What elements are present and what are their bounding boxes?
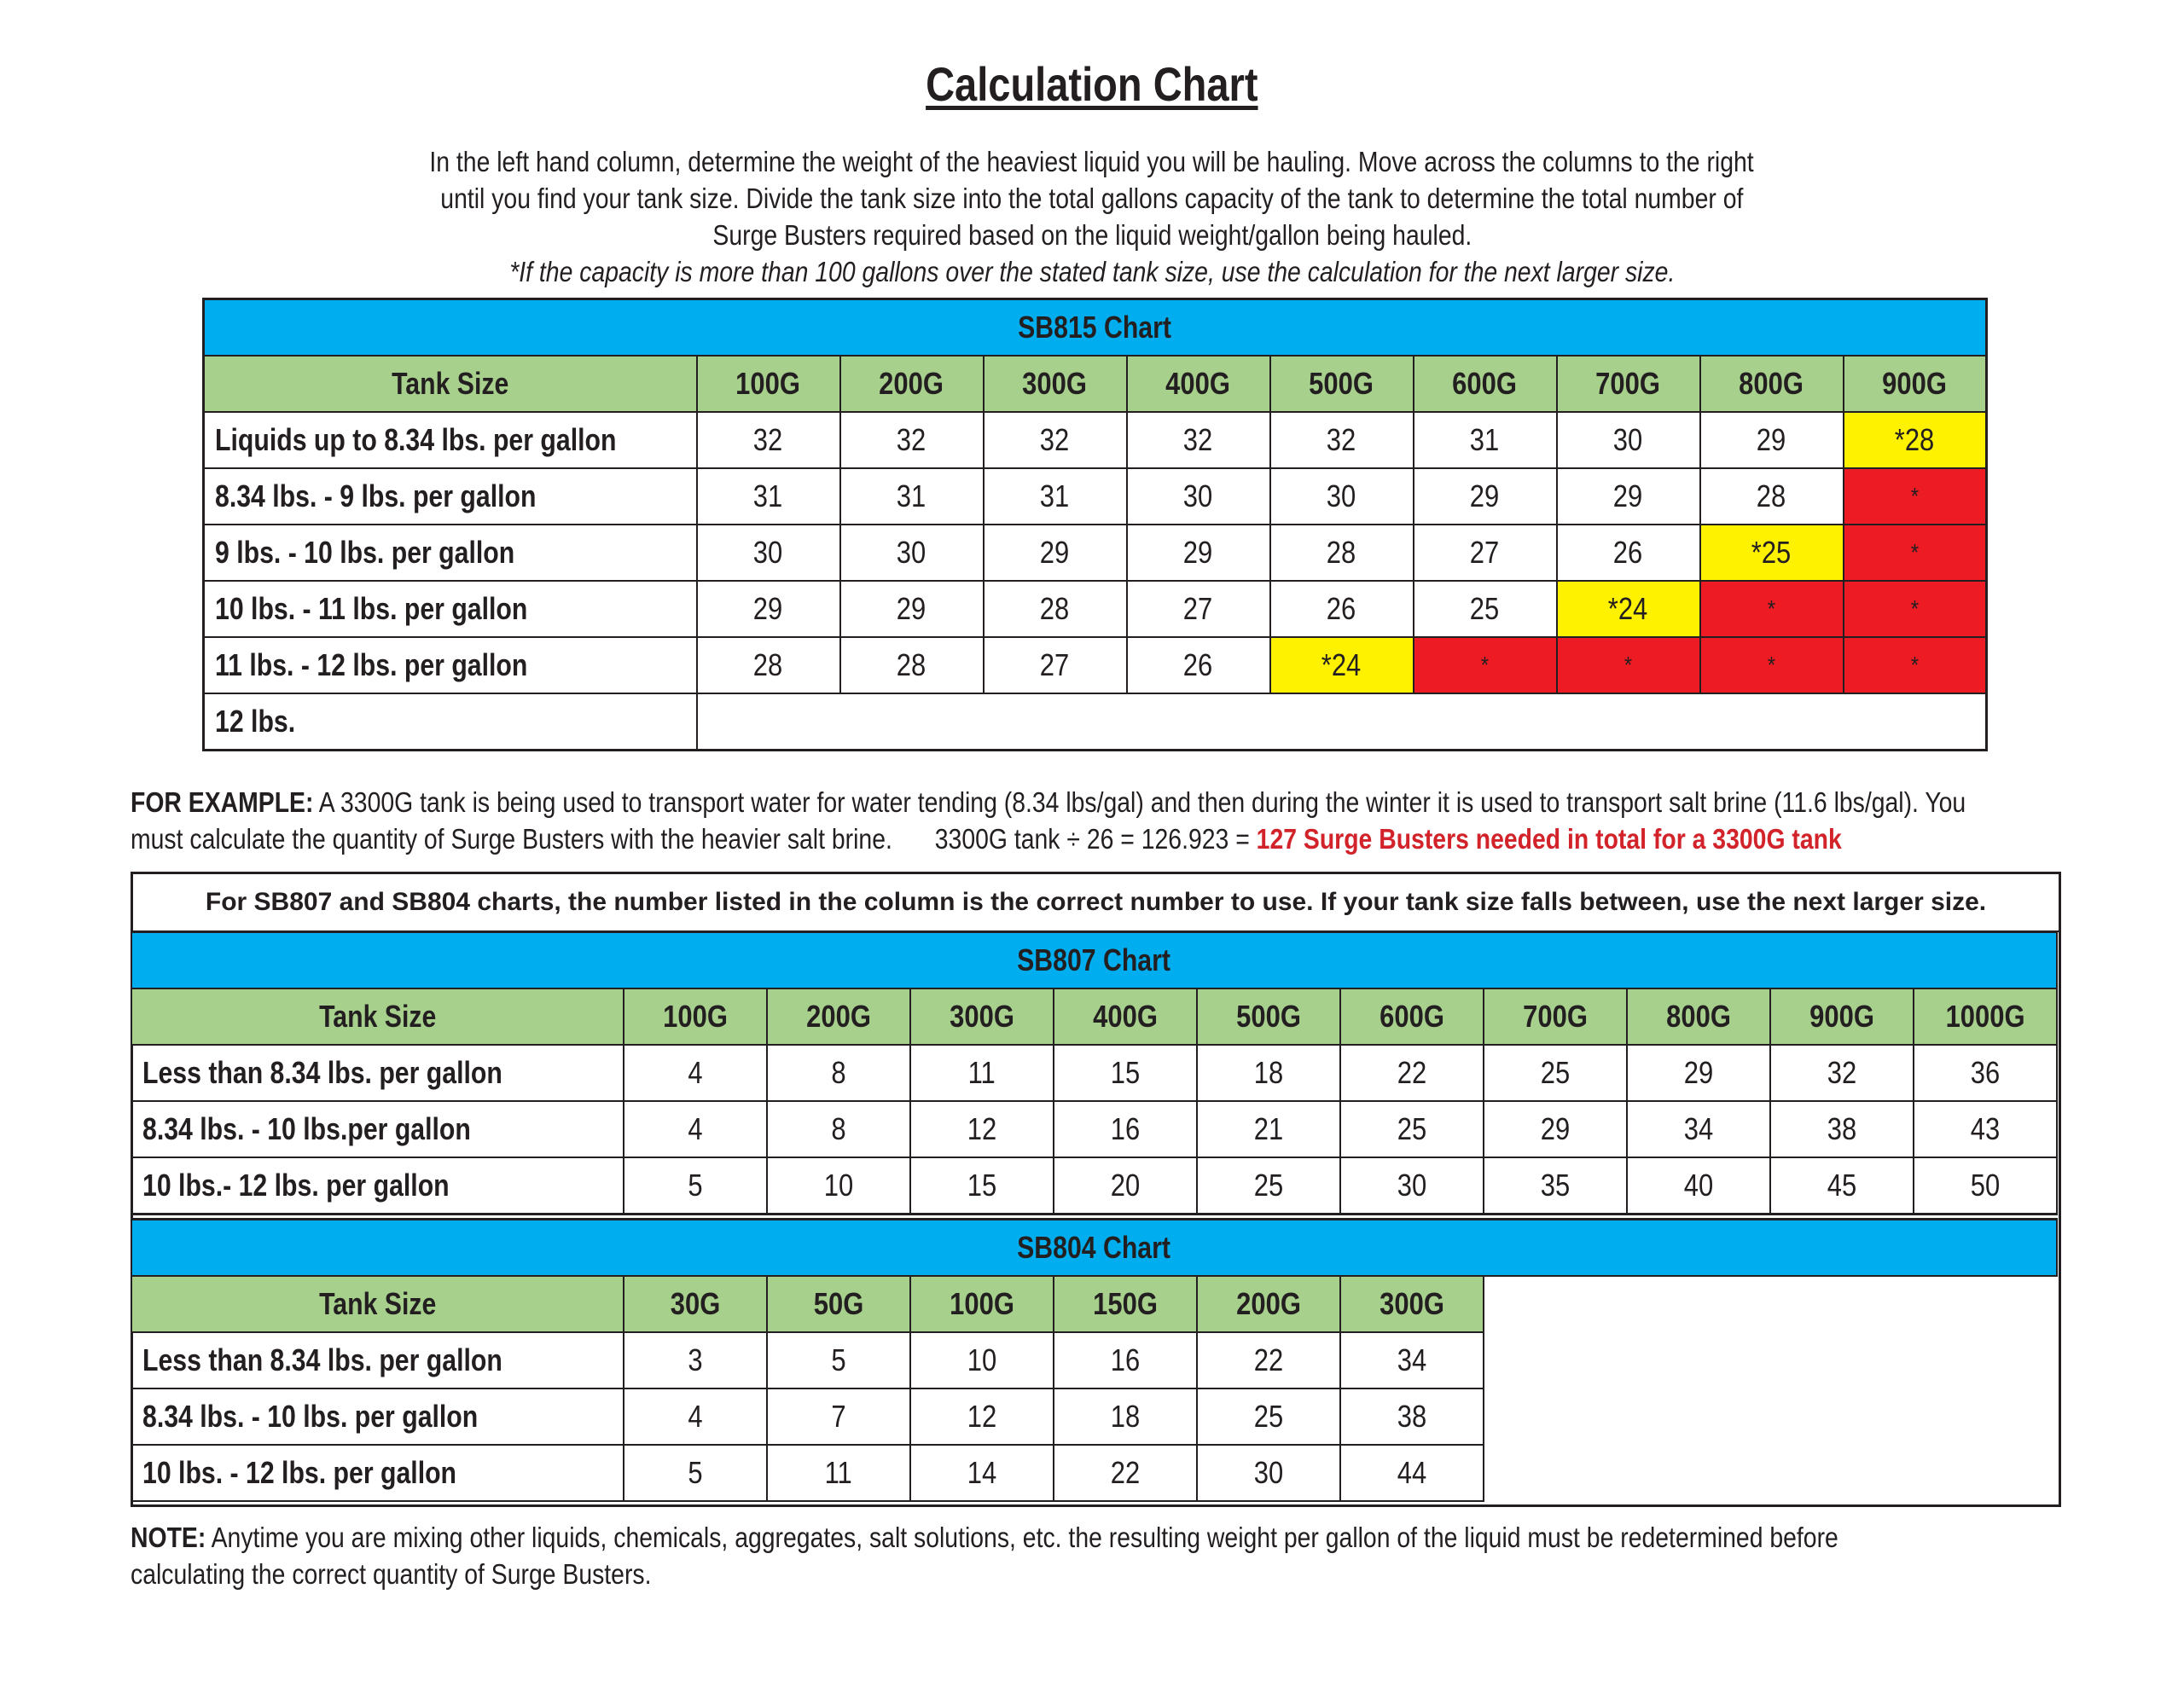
example-result: 127 Surge Busters needed in total for a 3300G tank [1256,823,1842,855]
sb804-row-label: Less than 8.34 lbs. per gallon [131,1332,624,1388]
sb815-cell: 31 [984,468,1127,525]
sb815-header-row [204,356,1987,412]
sb815-cell: *24 [1557,581,1700,637]
sb804-cell: 18 [1054,1388,1197,1445]
sb815-chart-table [202,298,1988,751]
sb815-row-label: Liquids up to 8.34 lbs. per gallon [204,412,697,468]
sb815-header-label: Tank Size [204,356,697,412]
sb804-cell: 22 [1054,1445,1197,1501]
sb807-col-header: 200G [767,988,910,1045]
sb807-cell: 34 [1627,1101,1770,1157]
sb807-col-header: 300G [910,988,1054,1045]
sb815-cell: 31 [1414,412,1557,468]
sb804-row [131,1445,2057,1501]
page-title-text: Calculation Chart [926,57,1258,111]
sb815-cell: 28 [984,581,1127,637]
sb807-col-header: 400G [1054,988,1197,1045]
sb807-cell: 25 [1340,1101,1484,1157]
sb804-row-label: 10 lbs. - 12 lbs. per gallon [131,1445,624,1501]
note-text-1: Anytime you are mixing other liquids, chemicals, aggregates, salt solutions, etc. the resulting weight per gallon of the liquid must be redetermined before [206,1522,1838,1553]
sb815-cell: * [1844,525,1987,581]
sb815-cell: * [1844,637,1987,693]
sb807-cell: 35 [1484,1157,1627,1215]
sb804-col-header: 30G [624,1276,767,1332]
sb815-col-header: 500G [1270,356,1414,412]
example-paragraph [131,784,2059,857]
sb807-cell: 4 [624,1045,767,1101]
sb807-col-header: 800G [1627,988,1770,1045]
sb804-cell: 14 [910,1445,1054,1501]
sb807-cell: 32 [1770,1045,1914,1101]
sb815-row-label: 8.34 lbs. - 9 lbs. per gallon [204,468,697,525]
example-calc: 3300G tank ÷ 26 = 126.923 = [934,823,1257,855]
sb815-cell: 30 [1557,412,1700,468]
sb804-col-header: 200G [1197,1276,1340,1332]
sb815-cell: 26 [1270,581,1414,637]
sb804-cell: 3 [624,1332,767,1388]
sb815-cell: *28 [1844,412,1987,468]
sb807-row [131,1045,2057,1101]
sb815-row [204,637,1987,693]
sb815-cell: 32 [1270,412,1414,468]
sb815-cell: 28 [840,637,984,693]
sb807-col-header: 100G [624,988,767,1045]
sb815-cell: 27 [984,637,1127,693]
sb807-cell: 45 [1770,1157,1914,1215]
sb804-cell: 7 [767,1388,910,1445]
sb807-cell: 21 [1197,1101,1340,1157]
sb815-col-header: 800G [1700,356,1844,412]
sb804-header-label: Tank Size [131,1276,624,1332]
sb815-cell: 32 [984,412,1127,468]
sb807-cell: 4 [624,1101,767,1157]
sb815-col-header: 700G [1557,356,1700,412]
sb807-col-header: 900G [1770,988,1914,1045]
sb804-blank-area [1484,1388,2057,1445]
sb804-row [131,1388,2057,1445]
sb807-cell: 22 [1340,1045,1484,1101]
sb815-row [204,468,1987,525]
sb804-cell: 12 [910,1388,1054,1445]
page-title [0,56,2184,112]
sb815-cell: * [1700,581,1844,637]
sb815-last-row [204,693,1987,751]
sb807-cell: 38 [1770,1101,1914,1157]
sb804-row-label: 8.34 lbs. - 10 lbs. per gallon [131,1388,624,1445]
sb807-cell: 15 [910,1157,1054,1215]
sb807-chart-table [131,930,2058,1215]
sb815-cell: * [1700,637,1844,693]
sb815-col-header: 100G [697,356,840,412]
charts-note: For SB807 and SB804 charts, the number listed in the column is the correct number to use. If your tank size falls between, use the next larger size. [133,874,2059,932]
sb807-cell: 11 [910,1045,1054,1101]
intro-line-3: Surge Busters required based on the liquid weight/gallon being hauled. [712,219,1472,251]
sb804-blank-area [1484,1332,2057,1388]
sb815-col-header: 600G [1414,356,1557,412]
example-text-2: must calculate the quantity of Surge Busters with the heavier salt brine. [131,823,892,855]
sb815-cell: 29 [1127,525,1270,581]
sb807-cell: 25 [1197,1157,1340,1215]
sb804-chart-table [131,1218,2058,1502]
sb815-cell: 30 [697,525,840,581]
sb815-cell: * [1844,581,1987,637]
sb815-cell: *25 [1700,525,1844,581]
sb804-blank-area [1484,1276,2057,1332]
sb807-cell: 18 [1197,1045,1340,1101]
sb815-cell: 31 [840,468,984,525]
sb807-chart-title: SB807 Chart [131,932,2057,989]
sb807-cell: 8 [767,1045,910,1101]
sb815-cell: 30 [1270,468,1414,525]
sb807-cell: 25 [1484,1045,1627,1101]
sb815-row-label: 11 lbs. - 12 lbs. per gallon [204,637,697,693]
sb807-cell: 29 [1484,1101,1627,1157]
sb815-cell: 25 [1414,581,1557,637]
sb807-cell: 12 [910,1101,1054,1157]
sb807-cell: 29 [1627,1045,1770,1101]
sb815-cell: 29 [984,525,1127,581]
sb815-cell: 27 [1414,525,1557,581]
sb815-cell: 26 [1127,637,1270,693]
sb804-cell: 11 [767,1445,910,1501]
sb807-cell: 40 [1627,1157,1770,1215]
intro-line-2: until you find your tank size. Divide the tank size into the total gallons capacity of the tank to determine the total number of [440,183,1744,214]
sb815-cell: * [1414,637,1557,693]
sb815-cell: * [1844,468,1987,525]
sb804-blank-area [1484,1445,2057,1501]
sb804-cell: 16 [1054,1332,1197,1388]
sb804-cell: 30 [1197,1445,1340,1501]
sb815-cell: 32 [1127,412,1270,468]
sb804-header-row [131,1276,2057,1332]
sb804-col-header: 150G [1054,1276,1197,1332]
sb807-cell: 16 [1054,1101,1197,1157]
sb815-last-row-empty [697,693,1987,751]
sb815-cell: * [1557,637,1700,693]
sb815-cell: 30 [840,525,984,581]
sb804-cell: 10 [910,1332,1054,1388]
sb807-row [131,1157,2057,1215]
sb804-col-header: 100G [910,1276,1054,1332]
sb815-cell: 28 [697,637,840,693]
sb807-cell: 15 [1054,1045,1197,1101]
sb804-col-header: 50G [767,1276,910,1332]
sb807-cell: 5 [624,1157,767,1215]
sb815-col-header: 400G [1127,356,1270,412]
sb804-cell: 44 [1340,1445,1484,1501]
example-lead: FOR EXAMPLE: [131,786,314,818]
sb815-cell: 29 [840,581,984,637]
sb804-cell: 38 [1340,1388,1484,1445]
sb807-cell: 10 [767,1157,910,1215]
note-paragraph [131,1519,2093,1592]
sb807-row-label: 8.34 lbs. - 10 lbs.per gallon [131,1101,624,1157]
sb807-cell: 30 [1340,1157,1484,1215]
sb807-cell: 20 [1054,1157,1197,1215]
sb815-cell: 31 [697,468,840,525]
sb807-header-row [131,988,2057,1045]
sb807-col-header: 500G [1197,988,1340,1045]
sb815-col-header: 900G [1844,356,1987,412]
note-text-2: calculating the correct quantity of Surge Busters. [131,1558,652,1590]
note-lead: NOTE: [131,1522,206,1553]
example-text-1: A 3300G tank is being used to transport water for water tending (8.34 lbs/gal) and then during the winter it is used to transport salt brine (11.6 lbs/gal). You [313,786,1966,818]
sb807-sb804-frame [131,872,2061,1507]
sb815-col-header: 300G [984,356,1127,412]
sb807-header-label: Tank Size [131,988,624,1045]
sb804-cell: 25 [1197,1388,1340,1445]
sb804-cell: 5 [624,1445,767,1501]
sb815-cell: 32 [697,412,840,468]
sb815-cell: 29 [1557,468,1700,525]
sb815-cell: 27 [1127,581,1270,637]
sb807-cell: 8 [767,1101,910,1157]
sb807-row [131,1101,2057,1157]
sb815-row [204,581,1987,637]
sb815-row-label: 10 lbs. - 11 lbs. per gallon [204,581,697,637]
sb815-chart-title: SB815 Chart [204,299,1987,357]
sb815-cell: 29 [697,581,840,637]
intro-paragraph [0,143,2184,290]
sb815-cell: 30 [1127,468,1270,525]
sb807-cell: 50 [1914,1157,2057,1215]
sb807-cell: 43 [1914,1101,2057,1157]
sb815-cell: 26 [1557,525,1700,581]
sb807-cell: 36 [1914,1045,2057,1101]
sb804-col-header: 300G [1340,1276,1484,1332]
sb804-cell: 5 [767,1332,910,1388]
sb815-last-row-label: 12 lbs. [204,693,697,751]
sb815-cell: 28 [1700,468,1844,525]
sb807-col-header: 1000G [1914,988,2057,1045]
sb815-cell: *24 [1270,637,1414,693]
intro-line-4: *If the capacity is more than 100 gallons over the stated tank size, use the calculation for the next larger size. [508,256,1676,287]
sb804-chart-title: SB804 Chart [131,1220,2057,1277]
sb815-cell: 29 [1414,468,1557,525]
sb807-row-label: 10 lbs.- 12 lbs. per gallon [131,1157,624,1215]
sb804-cell: 4 [624,1388,767,1445]
intro-line-1: In the left hand column, determine the weight of the heaviest liquid you will be hauling. Move across the columns to the right [429,146,1755,177]
sb804-cell: 34 [1340,1332,1484,1388]
sb815-row [204,525,1987,581]
sb807-col-header: 600G [1340,988,1484,1045]
sb815-cell: 28 [1270,525,1414,581]
sb815-row [204,412,1987,468]
sb815-cell: 32 [840,412,984,468]
sb804-cell: 22 [1197,1332,1340,1388]
sb807-col-header: 700G [1484,988,1627,1045]
sb804-row [131,1332,2057,1388]
sb815-row-label: 9 lbs. - 10 lbs. per gallon [204,525,697,581]
sb815-cell: 29 [1700,412,1844,468]
sb807-row-label: Less than 8.34 lbs. per gallon [131,1045,624,1101]
sb815-col-header: 200G [840,356,984,412]
